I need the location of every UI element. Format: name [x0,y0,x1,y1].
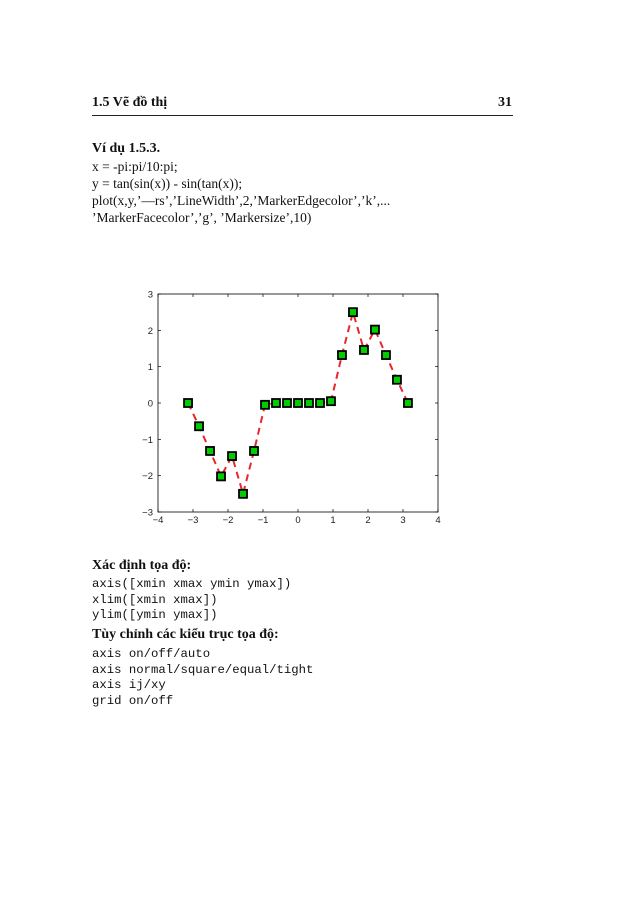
x-tick-label: −4 [152,515,164,526]
style-heading: Tùy chỉnh các kiểu trục tọa độ: [92,627,279,642]
code-line: grid on/off [92,693,174,708]
y-tick-label: 0 [147,398,153,410]
code-line: axis on/off/auto [92,647,211,661]
data-point [261,401,269,409]
data-point [272,399,280,407]
data-point [294,399,302,407]
axis-code-block [92,577,291,624]
page-number: 31 [498,95,512,110]
page-header [92,95,512,115]
data-point [184,399,192,407]
data-point [283,399,291,407]
data-point [305,399,313,407]
data-point [206,447,214,455]
data-point [217,472,225,480]
data-point [327,397,335,405]
code-line: axis ij/xy [92,678,166,692]
x-tick-label: −1 [257,515,269,526]
example-line: x = -pi:pi/10:pi; [92,159,178,174]
x-tick-label: 4 [435,515,441,526]
axis-heading: Xác định tọa độ: [92,558,192,573]
data-point [239,490,247,498]
data-point [404,399,412,407]
example-line: plot(x,y,’—rs’,’LineWidth’,2,’MarkerEdgecolor’,’k’,... [92,193,391,208]
data-point [228,452,236,460]
example-line: ’MarkerFacecolor’,’g’, ’Markersize’,10) [92,210,312,225]
y-tick-label: −3 [142,507,153,519]
data-point [195,422,203,430]
x-tick-label: 0 [295,515,301,526]
x-tick-label: 2 [365,515,371,526]
style-code-block [92,647,313,709]
x-tick-label: 3 [400,515,406,526]
example-title: Ví dụ 1.5.3. [92,141,161,156]
data-point [360,346,368,354]
line-plot [130,280,450,530]
code-line: axis([xmin xmax ymin ymax]) [92,577,292,591]
data-point [338,351,346,359]
data-point [393,376,401,384]
y-tick-label: −2 [142,471,153,483]
section-title: 1.5 Vẽ đồ thị [92,95,168,110]
code-line: ylim([ymin ymax]) [92,608,218,622]
code-line: xlim([xmin xmax]) [92,592,218,607]
data-point [250,447,258,455]
x-tick-label: −3 [187,515,199,526]
x-tick-label: −2 [222,515,234,526]
data-point [349,308,357,316]
data-point [371,326,379,334]
y-tick-label: 2 [147,325,153,337]
x-tick-label: 1 [330,515,336,526]
data-point [316,399,324,407]
example-block [92,140,522,226]
header-rule [92,115,513,116]
y-tick-label: −1 [142,434,153,446]
y-tick-label: 1 [147,362,153,374]
data-point [382,351,390,359]
example-line: y = tan(sin(x)) - sin(tan(x)); [92,176,243,191]
code-line: axis normal/square/equal/tight [92,662,314,677]
y-tick-label: 3 [147,289,153,301]
